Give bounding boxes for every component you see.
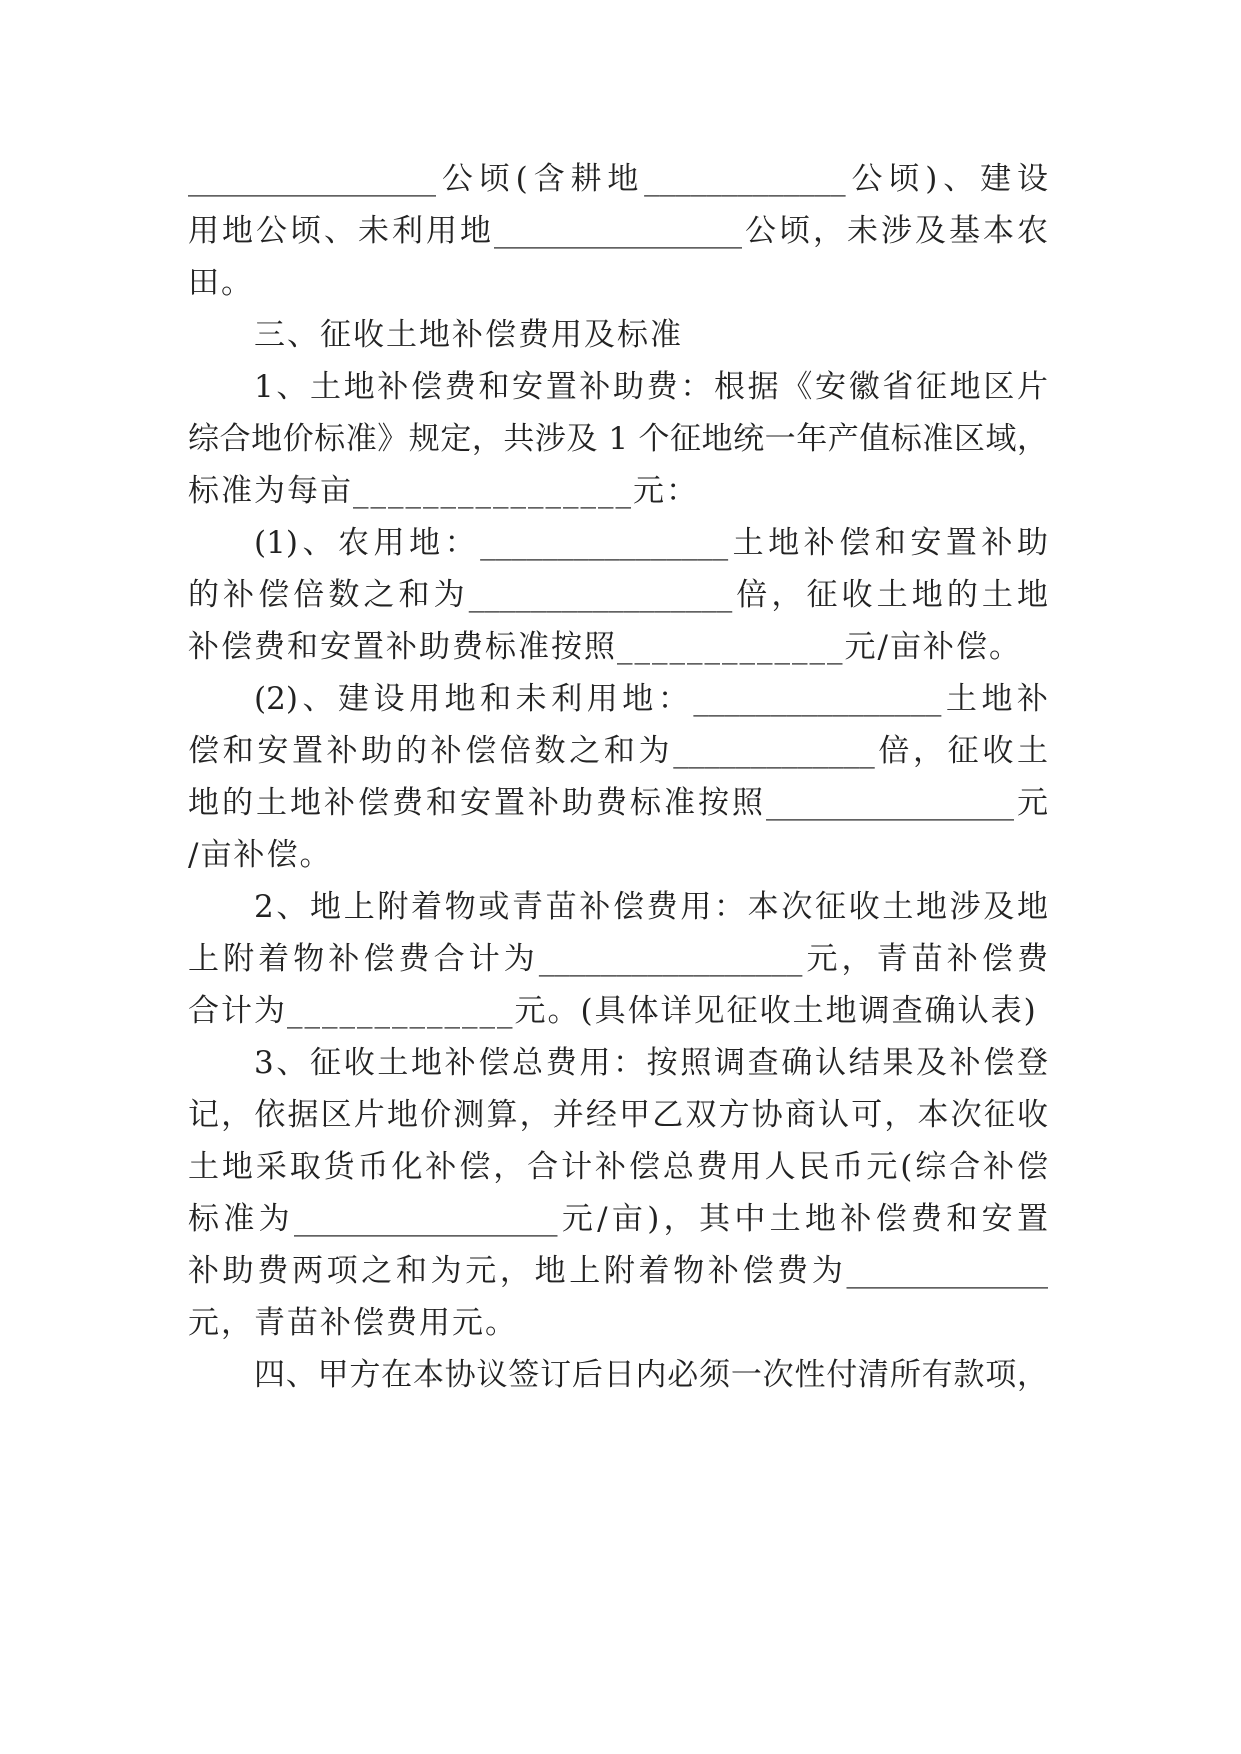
text-line-14: /亩补偿。: [188, 837, 333, 873]
text-line-15: 2、地上附着物或青苗补偿费用：本次征收土地涉及地: [254, 889, 1048, 925]
text-line-22: 补助费两项之和为元，地上附着物补偿费为_____________: [188, 1253, 1048, 1289]
section-heading-3: 三、征收土地补偿费用及标准: [254, 317, 683, 353]
text-line-21: 标准为_________________元/亩)，其中土地补偿费和安置: [188, 1201, 1048, 1237]
text-line-5: 1、土地补偿费和安置补助费：根据《安徽省征地区片: [254, 369, 1048, 405]
text-line-18: 3、征收土地补偿总费用：按照调查确认结果及补偿登: [254, 1045, 1048, 1081]
text-line-13: 地的土地补偿费和安置补助费标准按照________________元: [188, 785, 1048, 821]
text-line-2: 用地公顷、未利用地________________公顷，未涉及基本农: [188, 213, 1048, 249]
text-line-8: (1)、农用地：________________土地补偿和安置补助: [254, 525, 1048, 561]
text-line-3: 田。: [188, 265, 254, 301]
text-line-9: 的补偿倍数之和为_________________倍，征收土地的土地: [188, 577, 1048, 613]
text-line-10: 补偿费和安置补助费标准按照_____________元/亩补偿。: [188, 629, 1022, 665]
text-line-16: 上附着物补偿费合计为_________________元，青苗补偿费: [188, 941, 1048, 977]
text-line-24: 四、甲方在本协议签订后日内必须一次性付清所有款项，: [254, 1357, 1048, 1393]
text-line-12: 偿和安置补助的补偿倍数之和为_____________倍，征收土: [188, 733, 1048, 769]
text-line-11: (2)、建设用地和未利用地：________________土地补: [254, 681, 1048, 717]
text-line-17: 合计为_____________元。(具体详见征收土地调查确认表): [188, 993, 1038, 1029]
text-line-23: 元，青苗补偿费用元。: [188, 1305, 518, 1341]
text-line-7: 标准为每亩________________元：: [188, 473, 699, 509]
text-line-6: 综合地价标准》规定，共涉及 1 个征地统一年产值标准区域，: [188, 421, 1048, 457]
text-line-19: 记，依据区片地价测算，并经甲乙双方协商认可，本次征收: [188, 1097, 1048, 1133]
text-line-20: 土地采取货币化补偿，合计补偿总费用人民币元(综合补偿: [188, 1149, 1048, 1185]
text-line-1: ________________公顷(含耕地_____________公顷)、建设: [188, 161, 1048, 197]
